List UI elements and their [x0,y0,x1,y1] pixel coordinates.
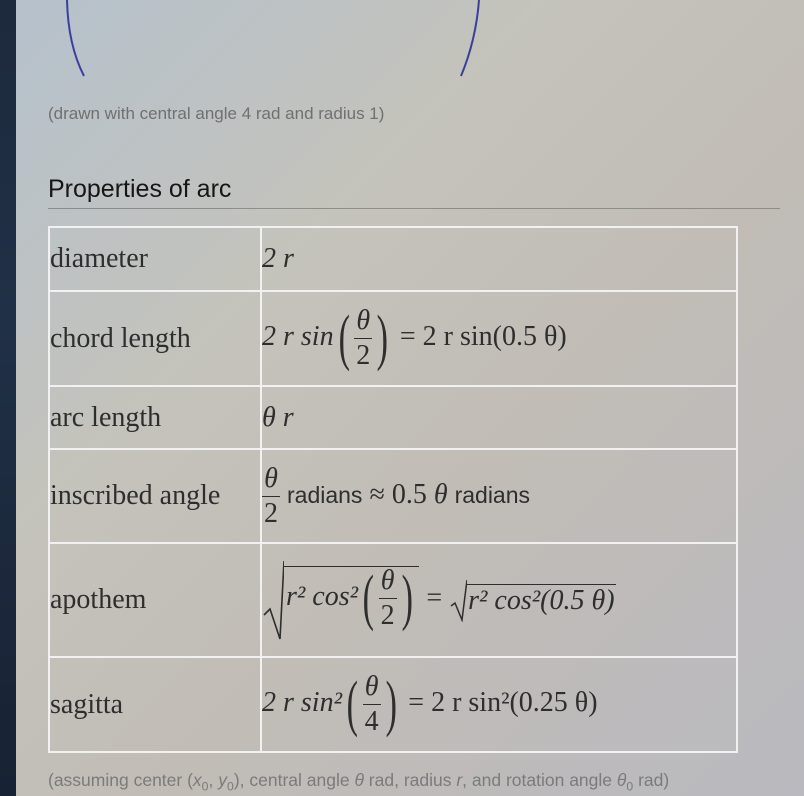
right-paren: ) [401,563,413,632]
figure-caption: (drawn with central angle 4 rad and radius 1) [48,104,385,123]
footnote-after-theta: rad, radius [363,770,457,790]
footnote-theta0-sub: 0 [626,779,634,794]
footnote-prefix: (assuming center ( [48,770,193,790]
approx-symbol: ≈ [369,478,385,510]
chord-fraction [354,307,372,370]
property-name: diameter [49,227,261,291]
property-value [261,449,737,543]
arc-curve-right [461,0,479,76]
table-row [49,543,737,657]
footnote [48,770,669,794]
fraction-numerator: θ [380,565,395,596]
table-row [49,657,737,752]
chord-coef: 2 r sin [262,320,334,352]
equals-sign: = [426,582,443,614]
apothem-root [262,559,419,641]
fraction-denominator: 4 [364,706,379,737]
table-row [49,386,737,449]
property-value [261,386,737,449]
footnote-r: r [456,770,463,790]
section-title: Properties of arc [48,175,232,203]
sagitta-simplified: = 2 r sin²(0.25 θ) [408,686,598,718]
window-edge [0,0,16,796]
right-paren: ) [385,669,397,738]
property-name: chord length [49,291,261,386]
footnote-y: y [218,770,227,790]
fraction-numerator: θ [264,462,278,494]
table-row [49,291,737,386]
footnote-y-sub: 0 [226,779,234,794]
sqrt-sign [449,578,467,622]
arc-curve-left [67,0,84,76]
properties-table [48,226,738,753]
fraction-denominator: 2 [264,497,278,529]
left-paren: ( [338,303,350,372]
sagitta-fraction [363,673,381,736]
property-value [261,543,737,657]
section-divider [48,208,780,209]
sagitta-coef: 2 r sin² [262,686,342,718]
unit-label: radians [287,481,363,508]
property-name: arc length [49,386,261,449]
footnote-after-r: , and rotation angle [462,770,617,790]
apothem-fraction [379,567,397,630]
footnote-x-sub: 0 [201,779,209,794]
diameter-formula: 2 r [262,243,294,274]
property-value [261,291,737,386]
apothem-root-simplified [449,578,615,622]
apothem-inner: r² cos² [286,580,359,612]
right-paren: ) [376,303,389,372]
footnote-sep: , [208,770,219,790]
left-paren: ( [346,669,358,738]
fraction-numerator: θ [356,305,371,336]
property-name: sagitta [49,657,261,752]
property-name: inscribed angle [49,449,261,543]
chord-simplified: = 2 r sin(0.5 θ) [399,320,567,352]
table-row [49,449,737,543]
angle-coefficient: 0.5 [391,478,427,510]
fraction-numerator: θ [364,671,379,702]
apothem-simplified: r² cos²(0.5 θ) [468,584,615,616]
angle-theta: θ [433,478,448,510]
footnote-mid: ), central angle [233,770,355,790]
left-paren: ( [362,563,375,632]
fraction-denominator: 2 [380,600,395,631]
unit-label: radians [454,481,531,508]
property-value [261,227,737,291]
sqrt-sign [262,559,284,641]
table-row [49,227,737,291]
footnote-theta0: θ [616,770,627,790]
property-value [261,657,737,752]
sqrt-body [284,563,419,632]
fraction-denominator: 2 [356,340,371,371]
arc-length-formula: θ r [262,401,294,433]
footnote-suffix: rad) [633,770,670,790]
footnote-x: x [192,770,202,790]
arc-figure [16,0,804,90]
angle-fraction [262,462,280,529]
property-name: apothem [49,543,261,657]
footnote-theta: θ [354,770,364,790]
